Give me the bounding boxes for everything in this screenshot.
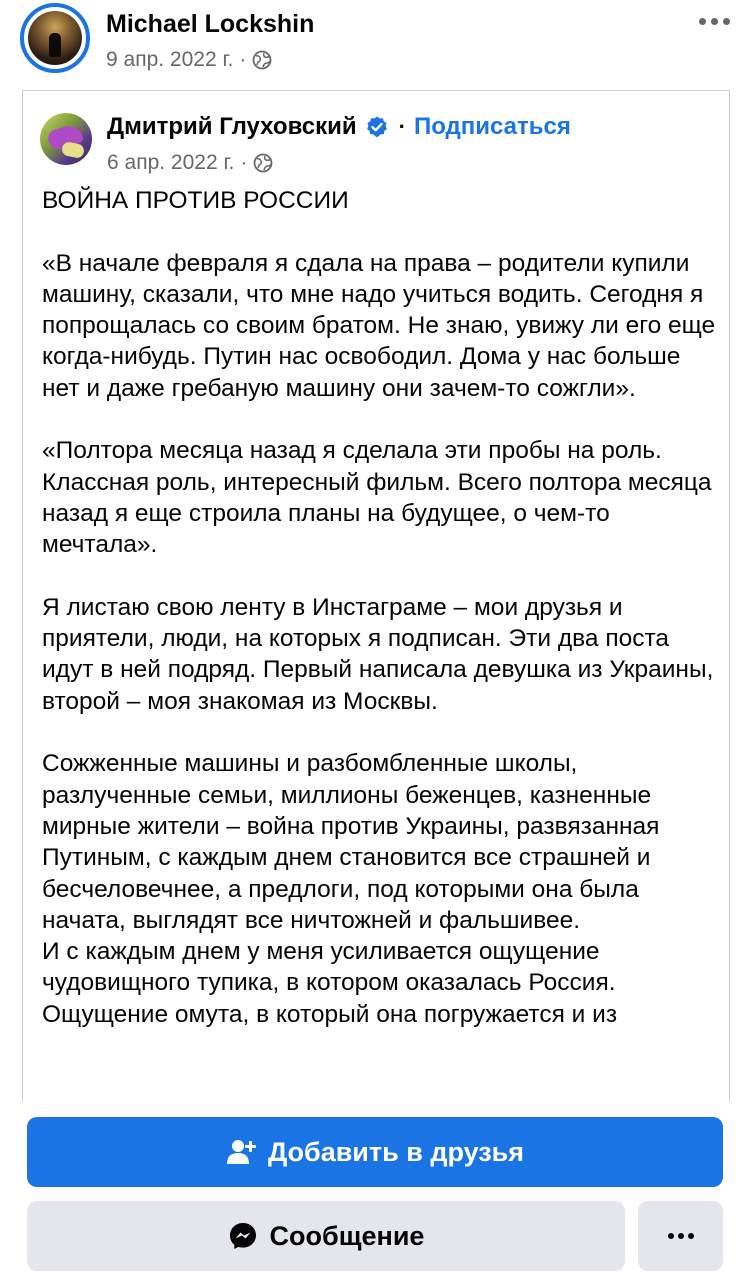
shared-author-row — [107, 113, 571, 141]
verified-badge-icon — [365, 115, 389, 139]
post-title: ВОЙНА ПРОТИВ РОССИИ — [42, 187, 349, 214]
more-dot — [668, 1233, 674, 1239]
shared-post-meta — [107, 151, 273, 175]
message-label: Сообщение — [269, 1220, 425, 1251]
add-friend-icon — [226, 1137, 256, 1167]
post-paragraph: Сожженные машины и разбомбленные школы, разлученные семьи, миллионы беженцев, казненные мирные жители – война против Украины, развязанная Путиным, с каждым днем становится все страшней и бесчеловечнее, а предлоги, под которыми она была начата, выглядят все ничтожней и фальшивее. — [42, 750, 660, 934]
post-paragraph: Я листаю свою ленту в Инстаграме – мои друзья и приятели, люди, на которых я подписан. Эти два поста идут в ней подряд. Первый написала девушка из Украины, второй – моя знакомая из Москвы. — [42, 593, 714, 715]
shared-post-card — [22, 90, 730, 1102]
meta-separator: · — [239, 48, 247, 71]
author-avatar[interactable] — [20, 3, 90, 73]
add-friend-button[interactable] — [27, 1117, 723, 1187]
more-horizontal-icon[interactable] — [692, 6, 736, 36]
globe-icon — [252, 50, 272, 70]
post-paragraph: И с каждым днем у меня усиливается ощущение чудовищного тупика, в котором оказалась Россия. Ощущение омута, в который она погружается и из — [42, 938, 618, 1028]
globe-icon — [253, 153, 273, 173]
add-friend-label: Добавить в друзья — [267, 1136, 525, 1167]
post-paragraph: «Полтора месяца назад я сделала эти пробы на роль. Классная роль, интересный фильм. Всего полтора месяца назад я еще строила планы на будущее, о чем-то мечтала». — [42, 437, 712, 559]
subscribe-link[interactable]: Подписаться — [413, 113, 571, 140]
post-body — [42, 185, 722, 1030]
more-dot — [688, 1233, 694, 1239]
shared-meta-separator: · — [240, 151, 248, 174]
author-separator: · — [398, 114, 406, 139]
shared-author-avatar[interactable] — [40, 113, 92, 165]
post-header — [0, 0, 751, 90]
messenger-icon — [228, 1221, 258, 1251]
shared-author-name[interactable]: Дмитрий Глуховский — [107, 113, 357, 140]
post-date[interactable]: 9 апр. 2022 г. — [106, 48, 234, 71]
author-name[interactable]: Michael Lockshin — [106, 10, 315, 38]
more-options-button[interactable] — [638, 1201, 723, 1271]
message-button[interactable] — [27, 1201, 625, 1271]
post-paragraph: «В начале февраля я сдала на права – родители купили машину, сказали, что мне надо учиться водить. Сегодня я попрощалась со своим братом. Не знаю, увижу ли его еще когда-нибудь. Путин нас освободил. Дома у нас больше нет и даже гребаную машину они зачем-то сожгли». — [42, 249, 716, 402]
shared-post-date[interactable]: 6 апр. 2022 г. — [107, 151, 235, 174]
more-dot — [678, 1233, 684, 1239]
post-meta — [106, 48, 272, 72]
